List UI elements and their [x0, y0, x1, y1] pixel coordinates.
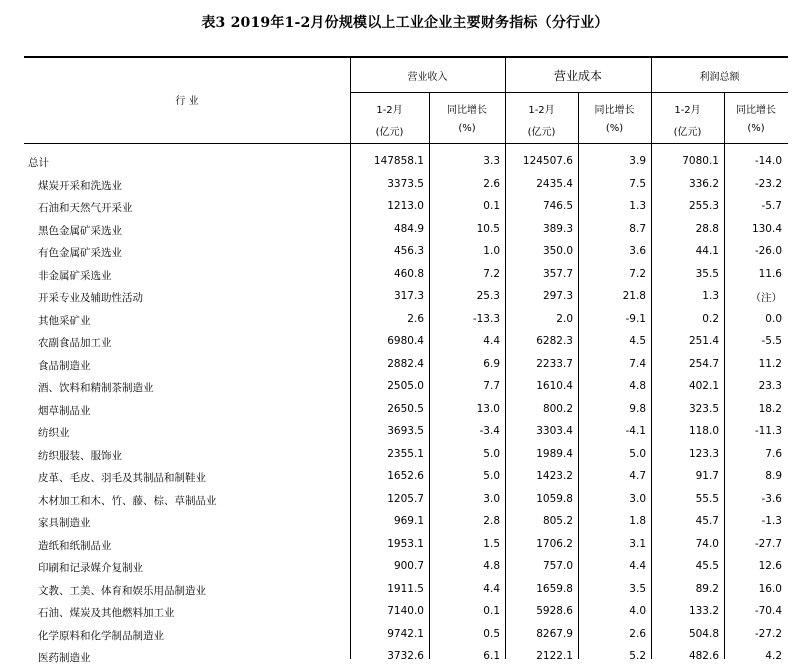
revenue-growth-value: 0.1 — [483, 605, 500, 617]
revenue-value: 456.3 — [393, 245, 424, 257]
revenue-growth-value: 10.5 — [476, 222, 500, 235]
profit-growth-value: 7.6 — [765, 447, 782, 460]
profit-growth-value: -5.5 — [761, 335, 782, 347]
revenue-unit: (亿元) — [375, 127, 404, 138]
cost-growth-value: -9.1 — [625, 312, 646, 325]
cost-value: 1610.4 — [536, 380, 573, 392]
profit-period: 1-2月 — [674, 105, 701, 116]
table-row — [24, 511, 788, 534]
profit-value: 504.8 — [688, 627, 719, 640]
profit-value: 89.2 — [695, 582, 719, 595]
table-row — [24, 196, 788, 219]
revenue-growth-value: 3.3 — [483, 155, 500, 167]
cost-value: 757.0 — [542, 560, 573, 572]
revenue-growth-value: 6.1 — [483, 650, 500, 662]
revenue-growth-value: 2.6 — [483, 177, 500, 190]
cost-growth-value: 9.8 — [629, 402, 646, 415]
profit-growth-value: 16.0 — [758, 582, 782, 595]
industry-name: 有色金属矿采选业 — [38, 247, 122, 259]
revenue-value: 900.7 — [393, 560, 424, 572]
table-row — [24, 286, 788, 309]
revenue-growth-value: 0.5 — [483, 627, 500, 640]
revenue-period: 1-2月 — [376, 105, 403, 116]
cost-value: 1423.2 — [536, 470, 573, 482]
revenue-growth-value: 25.3 — [476, 290, 500, 302]
industry-name: 纺织业 — [38, 427, 70, 439]
profit-growth-value: -26.0 — [754, 245, 782, 257]
revenue-value: 1205.7 — [387, 492, 424, 505]
cost-growth-value: 5.2 — [629, 650, 646, 662]
profit-value: 45.7 — [695, 515, 719, 527]
cost-value: 3303.4 — [536, 425, 573, 437]
revenue-value: 969.1 — [393, 515, 424, 527]
revenue-value: 2.6 — [407, 312, 424, 325]
revenue-growth-value: 0.1 — [483, 200, 500, 212]
cost-growth-value: 1.3 — [629, 200, 646, 212]
cost-growth-value: 21.8 — [622, 290, 646, 302]
industry-name: 木材加工和木、竹、藤、棕、草制品业 — [38, 494, 217, 507]
revenue-growth: 同比增长 — [447, 105, 487, 116]
industry-name: 印刷和记录媒介复制业 — [38, 562, 143, 574]
industry-name: 纺织服装、服饰业 — [38, 449, 122, 462]
cost-growth-value: 4.5 — [629, 335, 646, 347]
profit-value: 402.1 — [688, 380, 719, 392]
cost-header: 营业成本 — [553, 69, 602, 83]
cost-value: 1989.4 — [536, 447, 573, 460]
profit-growth-value: -23.2 — [754, 177, 782, 190]
revenue-value: 7140.0 — [387, 605, 424, 617]
revenue-growth-value: 5.0 — [483, 470, 500, 482]
cost-growth-value: 7.2 — [629, 267, 646, 280]
profit-value: 118.0 — [688, 425, 719, 437]
revenue-value: 2882.4 — [387, 357, 424, 370]
table-row — [24, 376, 788, 399]
cost-unit: (亿元) — [527, 127, 556, 138]
revenue-value: 9742.1 — [387, 627, 424, 640]
revenue-growth-value: -3.4 — [479, 425, 500, 437]
table-row — [24, 489, 788, 512]
profit-growth-value: -27.2 — [754, 627, 782, 640]
cost-growth-value: 4.0 — [629, 605, 646, 617]
profit-growth-value: 4.2 — [765, 650, 782, 662]
industry-name: 黑色金属矿采选业 — [38, 224, 122, 237]
industry-name: 其他采矿业 — [38, 314, 91, 327]
cost-value: 2.0 — [556, 312, 573, 325]
profit-growth-value: -5.7 — [761, 200, 782, 212]
revenue-value: 1953.1 — [387, 537, 424, 550]
industry-name: 煤炭开采和洗选业 — [38, 179, 122, 192]
cost-value: 6282.3 — [536, 335, 573, 347]
profit-growth-unit: (%) — [747, 123, 765, 134]
industry-name: 石油、煤炭及其他燃料加工业 — [38, 607, 175, 619]
profit-growth-value: -27.7 — [754, 537, 782, 550]
table-row — [24, 241, 788, 264]
revenue-value: 460.8 — [393, 267, 424, 280]
revenue-growth-value: 1.5 — [483, 537, 500, 550]
industry-name: 化学原料和化学制品制造业 — [38, 629, 164, 642]
revenue-growth-value: 4.4 — [483, 335, 500, 347]
industry-name: 文教、工美、体育和娱乐用品制造业 — [38, 584, 206, 597]
cost-growth-value: 7.4 — [629, 357, 646, 370]
industry-name: 烟草制品业 — [38, 404, 91, 417]
revenue-growth-unit: (%) — [458, 123, 476, 134]
industry-name: 家具制造业 — [38, 517, 91, 529]
revenue-value: 147858.1 — [373, 155, 424, 167]
profit-unit: (亿元) — [673, 127, 702, 138]
profit-value: 7080.1 — [682, 155, 719, 167]
cost-growth-value: 2.6 — [629, 627, 646, 640]
cost-growth-value: 4.8 — [629, 380, 646, 392]
cost-value: 1706.2 — [536, 537, 573, 550]
industry-name: 食品制造业 — [38, 359, 91, 372]
cost-value: 8267.9 — [536, 627, 573, 640]
cost-value: 2122.1 — [536, 650, 573, 662]
table-row — [24, 421, 788, 444]
revenue-growth-value: 6.9 — [483, 357, 500, 370]
profit-growth-value: 130.4 — [751, 222, 782, 235]
table-top-rule — [24, 56, 788, 58]
revenue-value: 1213.0 — [387, 200, 424, 212]
cost-growth: 同比增长 — [594, 105, 635, 116]
profit-value: 35.5 — [695, 267, 719, 280]
header-bottom-rule — [24, 143, 788, 144]
cost-value: 800.2 — [542, 402, 573, 415]
cost-growth-value: 3.9 — [629, 155, 646, 167]
profit-value: 336.2 — [688, 177, 719, 190]
revenue-growth-value: 3.0 — [483, 492, 500, 505]
table-title: 表3 2019年1-2月份规模以上工业企业主要财务指标（分行业） — [201, 15, 609, 31]
revenue-growth-value: 5.0 — [483, 447, 500, 460]
cost-value: 805.2 — [542, 515, 573, 527]
cost-period: 1-2月 — [528, 105, 555, 116]
cost-value: 297.3 — [542, 290, 573, 302]
profit-growth-value: 11.2 — [758, 357, 782, 370]
industry-name: 酒、饮料和精制茶制造业 — [38, 382, 154, 394]
cost-growth-value: 4.7 — [629, 470, 646, 482]
cost-growth-unit: (%) — [605, 123, 624, 134]
cost-growth-value: 7.5 — [629, 177, 646, 190]
industry-name: 开采专业及辅助性活动 — [38, 292, 143, 304]
profit-growth-value: （注） — [750, 292, 782, 304]
table-row — [24, 646, 788, 669]
revenue-growth-value: 1.0 — [483, 245, 500, 257]
cost-value: 746.5 — [542, 200, 573, 212]
profit-growth-value: -1.3 — [761, 515, 782, 527]
cost-growth-value: 1.8 — [629, 515, 646, 527]
revenue-growth-value: 7.2 — [483, 267, 500, 280]
profit-value: 133.2 — [688, 605, 719, 617]
profit-growth-value: 12.6 — [758, 560, 782, 572]
profit-growth: 同比增长 — [736, 105, 776, 116]
cost-value: 1659.8 — [536, 582, 573, 595]
profit-header: 利润总额 — [699, 72, 740, 83]
profit-growth-value: -14.0 — [754, 155, 782, 167]
table-row — [24, 331, 788, 354]
profit-growth-value: 0.0 — [765, 312, 782, 325]
revenue-growth-value: 2.8 — [483, 515, 500, 527]
table-row — [24, 219, 788, 242]
table-row — [24, 579, 788, 602]
cost-growth-value: 3.6 — [629, 245, 646, 257]
table-row — [24, 601, 788, 624]
revenue-value: 3693.5 — [387, 425, 424, 437]
revenue-value: 1652.6 — [387, 470, 424, 482]
profit-growth-value: 11.6 — [758, 267, 782, 280]
profit-growth-value: -70.4 — [754, 605, 782, 617]
industry-name: 医药制造业 — [38, 652, 91, 664]
profit-value: 74.0 — [695, 537, 719, 550]
revenue-value: 317.3 — [393, 290, 424, 302]
revenue-value: 484.9 — [393, 222, 424, 235]
profit-value: 45.5 — [695, 560, 719, 572]
revenue-header: 营业收入 — [407, 72, 448, 83]
cost-value: 1059.8 — [536, 492, 573, 505]
revenue-value: 3732.6 — [387, 650, 424, 662]
table-row — [24, 309, 788, 332]
cost-value: 350.0 — [542, 245, 573, 257]
profit-growth-value: -11.3 — [754, 425, 782, 437]
profit-value: 28.8 — [695, 222, 719, 235]
cost-value: 5928.6 — [536, 605, 573, 617]
profit-value: 482.6 — [688, 650, 719, 662]
cost-value: 2435.4 — [536, 177, 573, 190]
revenue-growth-value: -13.3 — [472, 312, 500, 325]
table-row — [24, 624, 788, 647]
table-row — [24, 534, 788, 557]
profit-value: 123.3 — [688, 447, 719, 460]
cost-value: 2233.7 — [536, 357, 573, 370]
profit-growth-value: -3.6 — [761, 492, 782, 505]
profit-value: 44.1 — [695, 245, 719, 257]
profit-value: 0.2 — [702, 312, 719, 325]
profit-value: 1.3 — [702, 290, 719, 302]
cost-value: 357.7 — [542, 267, 573, 280]
table-row — [24, 556, 788, 579]
cost-growth-value: 4.4 — [629, 560, 646, 572]
table-row — [24, 354, 788, 377]
industry-name: 非金属矿采选业 — [38, 269, 112, 282]
cost-growth-value: 5.0 — [629, 447, 646, 460]
table-row — [24, 399, 788, 422]
profit-growth-value: 18.2 — [758, 402, 782, 415]
table-row — [24, 264, 788, 287]
profit-growth-value: 8.9 — [765, 470, 782, 482]
profit-value: 91.7 — [695, 470, 719, 482]
profit-value: 255.3 — [688, 200, 719, 212]
industry-name: 皮革、毛皮、羽毛及其制品和制鞋业 — [38, 472, 206, 484]
cost-growth-value: 3.1 — [629, 537, 646, 550]
revenue-growth-value: 4.8 — [483, 560, 500, 572]
table-row — [24, 444, 788, 467]
cost-value: 389.3 — [542, 222, 573, 235]
cost-growth-value: 3.5 — [629, 582, 646, 595]
industry-name: 农副食品加工业 — [38, 337, 112, 349]
revenue-value: 6980.4 — [387, 335, 424, 347]
revenue-value: 2505.0 — [387, 380, 424, 392]
profit-value: 55.5 — [695, 492, 719, 505]
revenue-growth-value: 4.4 — [483, 582, 500, 595]
industry-header: 行 业 — [175, 96, 199, 107]
industry-name: 总计 — [28, 157, 49, 169]
revenue-value: 2650.5 — [387, 402, 424, 415]
revenue-growth-value: 7.7 — [483, 380, 500, 392]
revenue-value: 1911.5 — [387, 582, 424, 595]
cost-growth-value: 3.0 — [629, 492, 646, 505]
cost-growth-value: 8.7 — [629, 222, 646, 235]
table-row — [24, 174, 788, 197]
revenue-value: 3373.5 — [387, 177, 424, 190]
header-mid-rule — [350, 92, 788, 93]
cost-growth-value: -4.1 — [625, 425, 646, 437]
profit-value: 254.7 — [688, 357, 719, 370]
profit-growth-value: 23.3 — [758, 380, 782, 392]
cost-value: 124507.6 — [522, 155, 573, 167]
profit-value: 251.4 — [688, 335, 719, 347]
revenue-growth-value: 13.0 — [476, 402, 500, 415]
profit-value: 323.5 — [688, 402, 719, 415]
industry-name: 石油和天然气开采业 — [38, 202, 133, 214]
industry-name: 造纸和纸制品业 — [38, 539, 112, 552]
revenue-value: 2355.1 — [387, 447, 424, 460]
table-row — [24, 151, 788, 174]
table-row — [24, 466, 788, 489]
